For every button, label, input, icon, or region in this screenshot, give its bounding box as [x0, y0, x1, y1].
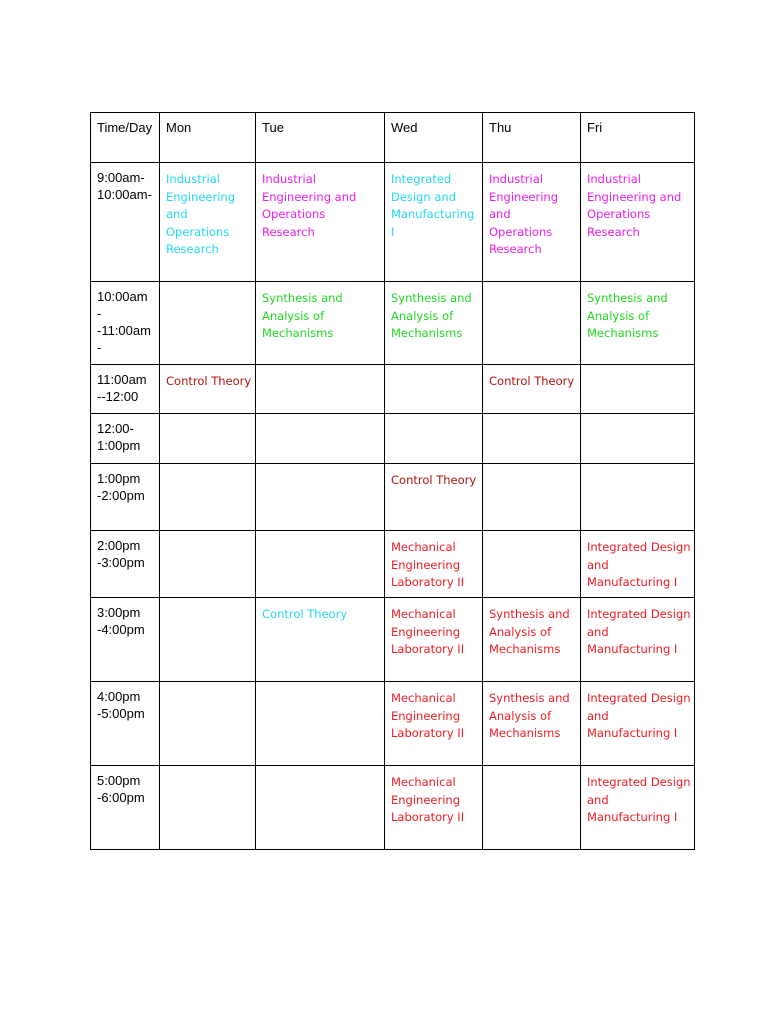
course-cell: [581, 464, 695, 531]
table-row: [91, 414, 695, 464]
header-tue: Tue: [256, 113, 385, 163]
header-mon: Mon: [160, 113, 256, 163]
header-time-day: Time/Day: [91, 113, 160, 163]
time-slot: 4:00pm -5:00pm: [91, 682, 160, 766]
course-cell: Synthesis and Analysis of Mechanisms: [256, 282, 385, 365]
course-cell: Integrated Design and Manufacturing I: [385, 163, 483, 282]
course-cell: [581, 414, 695, 464]
table-row: [91, 282, 695, 365]
course-cell: [256, 682, 385, 766]
table-row: [91, 163, 695, 282]
course-cell: [385, 414, 483, 464]
course-cell: Industrial Engineering and Operations Research: [256, 163, 385, 282]
course-cell: Control Theory: [483, 365, 581, 414]
course-cell: [483, 414, 581, 464]
course-cell: Control Theory: [385, 464, 483, 531]
time-slot: 12:00-1:00pm: [91, 414, 160, 464]
course-cell: Synthesis and Analysis of Mechanisms: [581, 282, 695, 365]
course-cell: Integrated Design and Manufacturing I: [581, 682, 695, 766]
course-cell: Synthesis and Analysis of Mechanisms: [483, 598, 581, 682]
header-fri: Fri: [581, 113, 695, 163]
time-slot: 10:00am --11:00am-: [91, 282, 160, 365]
course-cell: Integrated Design and Manufacturing I: [581, 766, 695, 850]
course-cell: Industrial Engineering and Operations Research: [483, 163, 581, 282]
course-cell: [483, 464, 581, 531]
course-cell: [160, 282, 256, 365]
header-thu: Thu: [483, 113, 581, 163]
table-row: [91, 682, 695, 766]
course-cell: [483, 531, 581, 598]
time-slot: 3:00pm -4:00pm: [91, 598, 160, 682]
course-cell: Industrial Engineering and Operations Research: [160, 163, 256, 282]
course-cell: [483, 282, 581, 365]
course-cell: [581, 365, 695, 414]
time-slot: 9:00am-10:00am-: [91, 163, 160, 282]
course-cell: [256, 414, 385, 464]
course-cell: Mechanical Engineering Laboratory II: [385, 766, 483, 850]
course-cell: [160, 598, 256, 682]
course-cell: Integrated Design and Manufacturing I: [581, 531, 695, 598]
course-cell: Mechanical Engineering Laboratory II: [385, 598, 483, 682]
table-row: [91, 464, 695, 531]
course-cell: Control Theory: [256, 598, 385, 682]
table-row: [91, 531, 695, 598]
time-slot: 11:00am --12:00: [91, 365, 160, 414]
course-cell: [256, 464, 385, 531]
table-row: [91, 598, 695, 682]
course-cell: [385, 365, 483, 414]
table-row: [91, 766, 695, 850]
header-row: [91, 113, 695, 163]
timetable: [90, 112, 695, 850]
course-cell: Integrated Design and Manufacturing I: [581, 598, 695, 682]
time-slot: 2:00pm -3:00pm: [91, 531, 160, 598]
time-slot: 1:00pm -2:00pm: [91, 464, 160, 531]
course-cell: Synthesis and Analysis of Mechanisms: [483, 682, 581, 766]
course-cell: [160, 464, 256, 531]
course-cell: [256, 365, 385, 414]
course-cell: [256, 531, 385, 598]
course-cell: [160, 766, 256, 850]
header-wed: Wed: [385, 113, 483, 163]
course-cell: [160, 414, 256, 464]
course-cell: [256, 766, 385, 850]
course-cell: [483, 766, 581, 850]
course-cell: [160, 682, 256, 766]
table-row: [91, 365, 695, 414]
course-cell: [160, 531, 256, 598]
course-cell: Synthesis and Analysis of Mechanisms: [385, 282, 483, 365]
course-cell: Mechanical Engineering Laboratory II: [385, 531, 483, 598]
course-cell: Control Theory: [160, 365, 256, 414]
time-slot: 5:00pm -6:00pm: [91, 766, 160, 850]
course-cell: Mechanical Engineering Laboratory II: [385, 682, 483, 766]
course-cell: Industrial Engineering and Operations Research: [581, 163, 695, 282]
